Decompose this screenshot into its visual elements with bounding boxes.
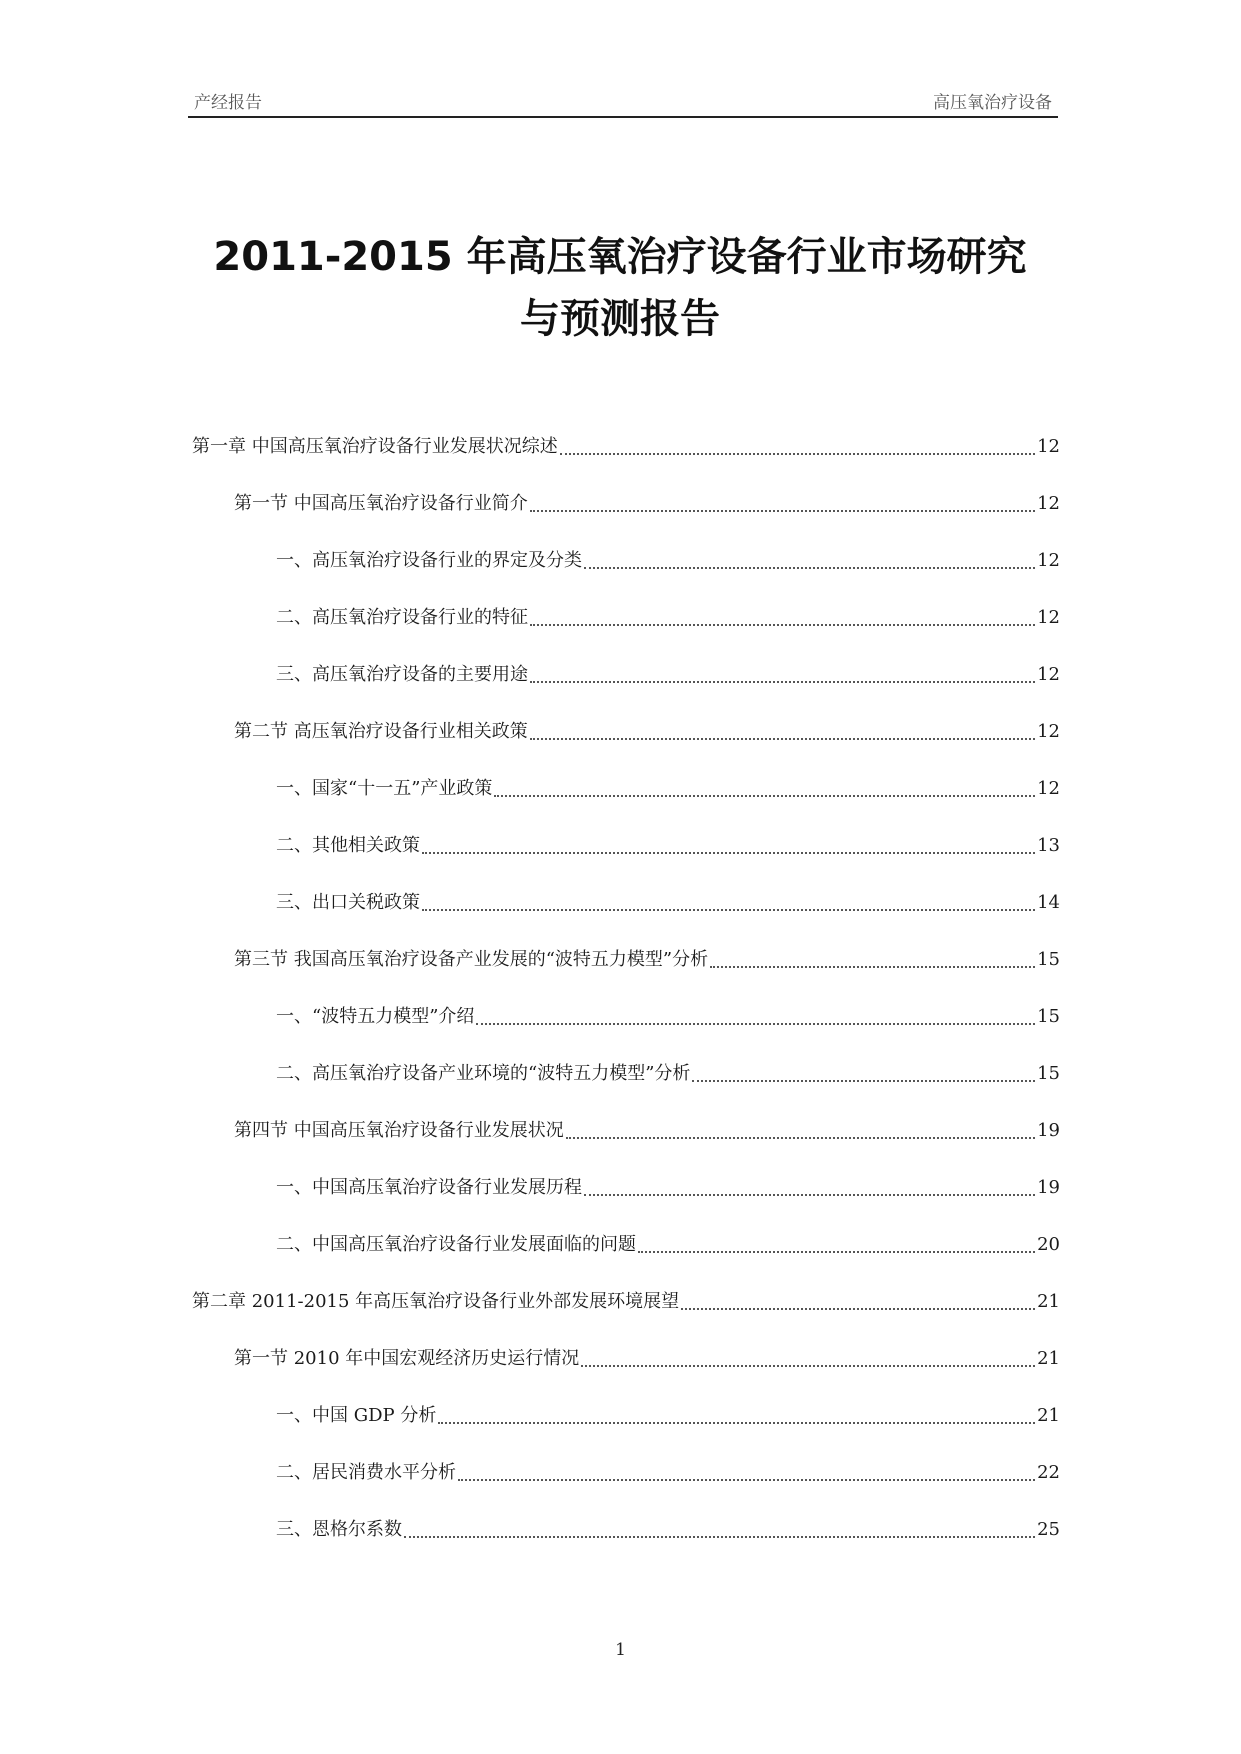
toc-dot-leader	[530, 606, 1035, 626]
toc-entry-label: 第二章 2011-2015 年高压氧治疗设备行业外部发展环境展望	[192, 1291, 680, 1312]
toc-dot-leader	[422, 891, 1035, 911]
page-number: 1	[615, 1640, 626, 1660]
toc-entry-page: 22	[1037, 1462, 1060, 1483]
toc-entry-page: 12	[1037, 550, 1060, 571]
toc-entry[interactable]	[192, 948, 1060, 1005]
toc-entry[interactable]	[192, 891, 1060, 948]
toc-entry-label: 一、高压氧治疗设备行业的界定及分类	[276, 550, 582, 571]
toc-entry-label: 二、其他相关政策	[276, 835, 420, 856]
toc-entry-label: 二、中国高压氧治疗设备行业发展面临的问题	[276, 1234, 636, 1255]
toc-entry[interactable]	[192, 1062, 1060, 1119]
toc-entry[interactable]	[192, 1005, 1060, 1062]
toc-entry[interactable]	[192, 777, 1060, 834]
toc-entry-label: 一、中国高压氧治疗设备行业发展历程	[276, 1177, 582, 1198]
toc-entry-page: 12	[1037, 664, 1060, 685]
toc-entry[interactable]	[192, 1404, 1060, 1461]
header-right-text: 高压氧治疗设备	[933, 93, 1052, 113]
toc-entry-page: 21	[1037, 1291, 1060, 1312]
toc-entry[interactable]	[192, 1347, 1060, 1404]
toc-entry-label: 一、“波特五力模型”介绍	[276, 1006, 475, 1027]
toc-dot-leader	[710, 948, 1035, 968]
table-of-contents	[192, 435, 1060, 1575]
toc-entry-page: 12	[1037, 721, 1060, 742]
toc-entry-page: 12	[1037, 607, 1060, 628]
toc-entry[interactable]	[192, 834, 1060, 891]
toc-entry-label: 一、中国 GDP 分析	[276, 1405, 437, 1426]
toc-entry-page: 15	[1037, 1006, 1060, 1027]
toc-dot-leader	[566, 1119, 1035, 1139]
toc-dot-leader	[584, 1176, 1035, 1196]
toc-dot-leader	[681, 1290, 1035, 1310]
toc-entry-page: 20	[1037, 1234, 1060, 1255]
toc-entry[interactable]	[192, 549, 1060, 606]
toc-entry-label: 一、国家“十一五”产业政策	[276, 778, 493, 799]
toc-dot-leader	[438, 1404, 1035, 1424]
toc-entry-label: 二、高压氧治疗设备行业的特征	[276, 607, 528, 628]
toc-entry-label: 二、高压氧治疗设备产业环境的“波特五力模型”分析	[276, 1063, 691, 1084]
toc-entry-page: 12	[1037, 436, 1060, 457]
toc-entry[interactable]	[192, 720, 1060, 777]
toc-entry-label: 二、居民消费水平分析	[276, 1462, 456, 1483]
toc-dot-leader	[458, 1461, 1035, 1481]
toc-entry-label: 第四节 中国高压氧治疗设备行业发展状况	[234, 1120, 564, 1141]
toc-entry[interactable]	[192, 1233, 1060, 1290]
toc-entry[interactable]	[192, 1461, 1060, 1518]
toc-entry-page: 15	[1037, 949, 1060, 970]
toc-dot-leader	[494, 777, 1035, 797]
header-left-text: 产经报告	[194, 93, 262, 113]
toc-entry[interactable]	[192, 492, 1060, 549]
toc-entry-page: 15	[1037, 1063, 1060, 1084]
toc-entry-label: 第三节 我国高压氧治疗设备产业发展的“波特五力模型”分析	[234, 949, 709, 970]
toc-entry-label: 第一章 中国高压氧治疗设备行业发展状况综述	[192, 436, 558, 457]
toc-entry[interactable]	[192, 663, 1060, 720]
toc-dot-leader	[530, 720, 1035, 740]
page-header	[188, 86, 1058, 118]
toc-entry-page: 12	[1037, 778, 1060, 799]
toc-dot-leader	[530, 663, 1035, 683]
toc-dot-leader	[422, 834, 1035, 854]
toc-dot-leader	[584, 549, 1035, 569]
toc-entry[interactable]	[192, 1119, 1060, 1176]
toc-dot-leader	[530, 492, 1035, 512]
toc-entry-page: 19	[1037, 1177, 1060, 1198]
toc-entry-page: 19	[1037, 1120, 1060, 1141]
toc-entry-label: 第一节 2010 年中国宏观经济历史运行情况	[234, 1348, 580, 1369]
toc-entry-label: 三、出口关税政策	[276, 892, 420, 913]
toc-entry[interactable]	[192, 435, 1060, 492]
toc-dot-leader	[404, 1518, 1035, 1538]
toc-entry-page: 12	[1037, 493, 1060, 514]
document-title-line-1: 2011-2015 年高压氧治疗设备行业市场研究	[213, 234, 1027, 280]
toc-entry-label: 第二节 高压氧治疗设备行业相关政策	[234, 721, 528, 742]
toc-dot-leader	[581, 1347, 1035, 1367]
toc-entry-label: 三、高压氧治疗设备的主要用途	[276, 664, 528, 685]
toc-entry-page: 21	[1037, 1348, 1060, 1369]
document-title-line-2: 与预测报告	[520, 296, 720, 342]
toc-dot-leader	[560, 435, 1035, 455]
toc-dot-leader	[638, 1233, 1035, 1253]
toc-entry[interactable]	[192, 606, 1060, 663]
toc-entry[interactable]	[192, 1176, 1060, 1233]
toc-entry-label: 第一节 中国高压氧治疗设备行业简介	[234, 493, 528, 514]
toc-entry-page: 25	[1037, 1519, 1060, 1540]
toc-dot-leader	[476, 1005, 1035, 1025]
toc-entry[interactable]	[192, 1518, 1060, 1575]
toc-entry-label: 三、恩格尔系数	[276, 1519, 402, 1540]
document-title	[150, 226, 1090, 350]
toc-entry-page: 13	[1037, 835, 1060, 856]
toc-entry-page: 21	[1037, 1405, 1060, 1426]
toc-entry-page: 14	[1037, 892, 1060, 913]
toc-entry[interactable]	[192, 1290, 1060, 1347]
toc-dot-leader	[692, 1062, 1035, 1082]
